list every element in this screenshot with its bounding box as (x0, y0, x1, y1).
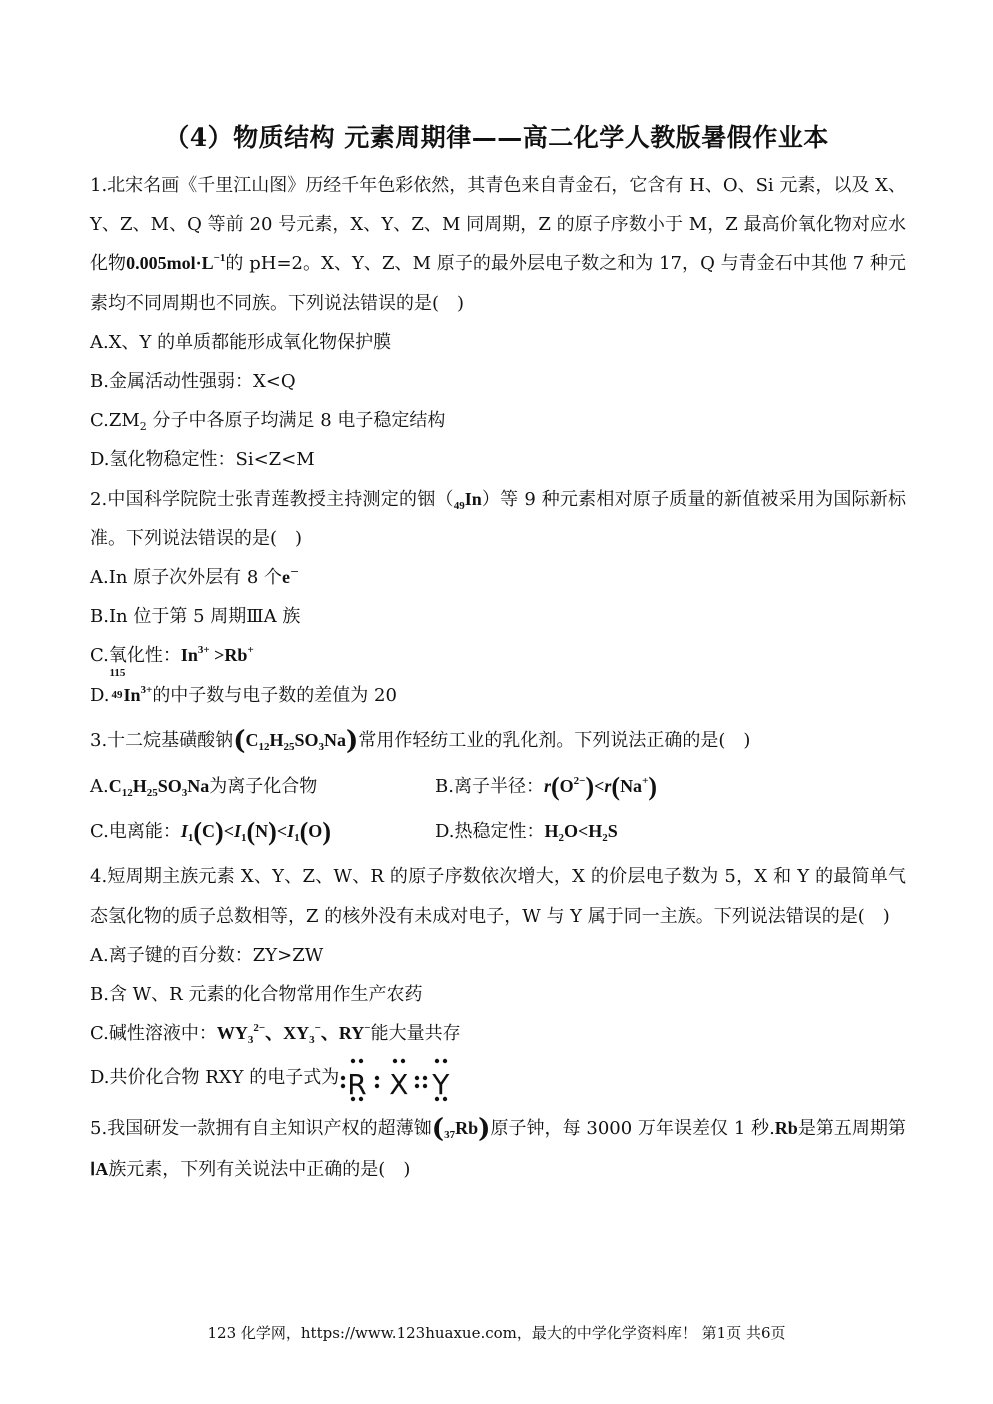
q3-formula: $C_{12}H_{25}SO_3Na$ (245, 729, 347, 753)
q3-option-c: C.电离能：$I_1(C)<I_1(N)<I_1(O)$ (90, 817, 331, 847)
q3-options-row-2 (90, 812, 906, 851)
document-body (90, 166, 906, 1189)
q2-option-b: B.In 位于第 5 周期ⅢA 族 (90, 606, 301, 628)
question-3: 3.十二烷基磺酸钠$(C_{12}H_{25}SO_3Na)$常用作轻纺工业的乳化剂。下列说法正确的是( ) (90, 725, 751, 756)
question-2: 2.中国科学院院士张青莲教授主持测定的铟$(_{49}In)$等 9 种元素相对原子质量的新值被采用为国际新标准。下列说法错误的是( ) (90, 488, 906, 549)
q1-option-a: A.X、Y 的单质都能形成氧化物保护膜 (90, 331, 392, 353)
q1-option-b: B.金属活动性强弱：X<Q (90, 371, 296, 393)
q3-options-row-1 (90, 767, 906, 806)
q1-option-c: $C.ZM_2$ 分子中各原子均满足 8 电子稳定结构 (90, 410, 446, 434)
q1-text-a: 1.北宋名画《千里江山图》历经千年色彩依然，其青色来自青金石，它含有 H、O、Si 元素，以及 X、Y、Z、M、Q 等前 20 号元素，X、Y、Z、M 同周期，Z 的原子序数小于 M，Z 最高价氧化物对应水化物 (90, 175, 906, 275)
question-5: 5.我国研发一款拥有自主知识产权的超薄铷$(_{37}Rb)$原子钟，每 3000 万年误差仅 1 秒.Rb是第五周期第ⅠA族元素，下列有关说法中正确的是( ) (90, 1114, 906, 1180)
q3-option-a: $A.C_{12}H_{25}SO_3Na$为离子化合物 (90, 776, 318, 800)
q2-option-d: D. 115 49 $In^{3+}$的中子数与电子数的差值为 20 (90, 666, 397, 706)
lewis-structure: R X Y (339, 1056, 457, 1100)
q4-option-b: B.含 W、R 元素的化合物常用作生产农药 (90, 984, 423, 1006)
q3-option-d: D.热稳定性：$H_2O<H_2S$ (435, 821, 618, 845)
page-footer: 123 化学网，https://www.123huaxue.com，最大的中学化学资料库！ 第1页 共6页 (207, 1324, 786, 1342)
question-1 (90, 166, 906, 323)
q2-option-c: C.氧化性：$In^{3+} >Rb^+$ (90, 644, 254, 667)
q1-option-d: D.氢化物稳定性：Si<Z<M (90, 449, 315, 471)
q4-option-c: C.碱性溶液中：$WY_3^{2-}$、$XY_3^-$、RY−能大量共存 (90, 1022, 461, 1047)
q2-option-a: A.In 原子次外层有 8 个e− (90, 565, 300, 589)
q4-option-d: D.共价化合物 RXY 的电子式为 R X Y (90, 1053, 906, 1103)
q1-formula: $0.005mol\cdot L^{-1}$ (126, 252, 226, 274)
q4-option-a: A.离子键的百分数：ZY>ZW (90, 944, 324, 966)
q3-option-b: B.离子半径：$r(O^{2-})<r(Na^+)$ (435, 772, 658, 802)
q2-indium-symbol: $_{49}$In (453, 488, 482, 512)
question-4: 4.短周期主族元素 X、Y、Z、W、R 的原子序数依次增大，X 的价层电子数为 5，X 和 Y 的最简单气态氢化物的质子总数相等，Z 的核外没有未成对电子，W 与 Y 属于同一主族。下列说法错误的是( ) (90, 866, 906, 927)
page-title: （4）物质结构 元素周期律——高二化学人教版暑假作业本 (164, 123, 829, 152)
q1-text-b: 的 pH=2。X、Y、Z、M 原子的最外层电子数之和为 17，Q 与青金石中其他 7 种元素均不同周期也不同族。下列说法错误的是( ) (90, 253, 906, 314)
